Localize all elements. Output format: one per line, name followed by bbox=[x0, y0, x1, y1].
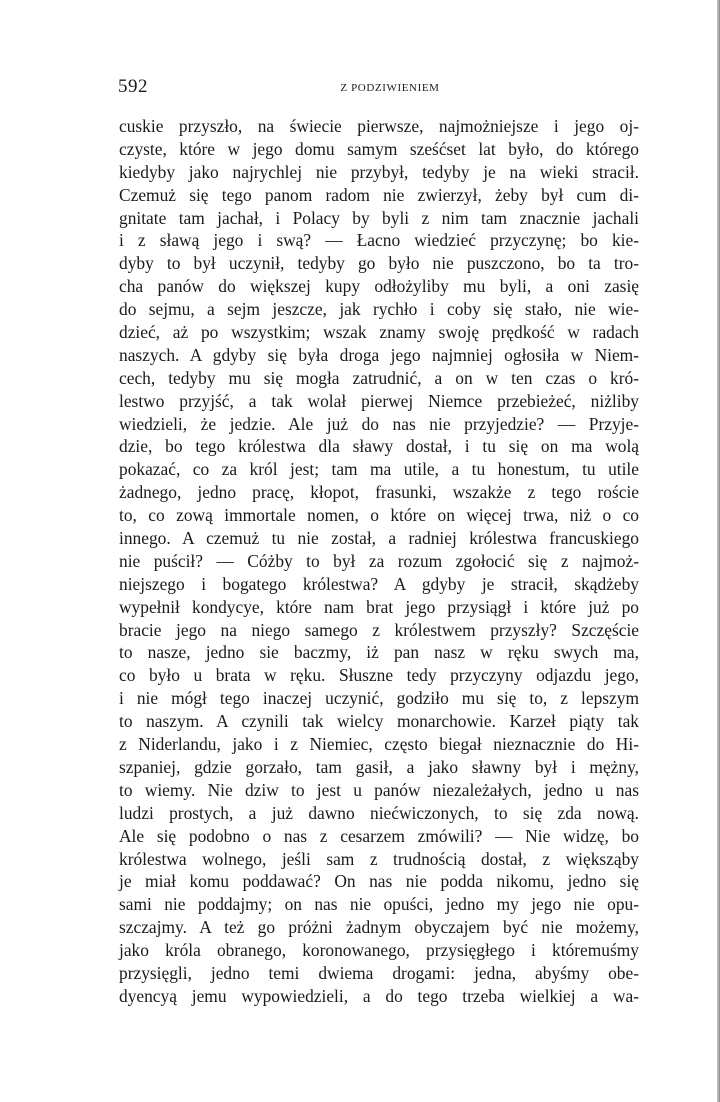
text-line: naszych. A gdyby się była droga jego najmniej ogłosiła w Niem- bbox=[119, 344, 639, 365]
text-line: co było u brata w ręku. Słuszne tedy przyczyny odjazdu jego, bbox=[119, 665, 639, 686]
text-line: dyby to był uczynił, tedyby go było nie puszczono, bo ta tro- bbox=[119, 253, 639, 274]
text-line: wypełnił kondycye, które nam brat jego przysiągł i które już po bbox=[119, 596, 639, 617]
text-line: szczajmy. A też go próżni żadnym obyczajem być nie możemy, bbox=[119, 917, 639, 938]
text-line: cha panów do większej kupy odłożyliby mu byli, a oni zasię bbox=[119, 276, 639, 297]
text-line: kiedyby jako najrychlej nie przybył, tedyby je na wieki stracił. bbox=[119, 161, 639, 182]
text-line: nie puścił? — Cóżby to był za rozum zgołocić się z najmoż- bbox=[119, 550, 639, 571]
running-head: Z PODZIWIENIEM bbox=[340, 82, 440, 94]
text-line: czyste, które w jego domu samym sześćset lat było, do którego bbox=[119, 138, 639, 159]
text-line: dzie, bo tego królestwa dla sławy dostał, i tu się on ma wolą bbox=[119, 436, 639, 457]
text-line: do sejmu, a sejm jeszcze, jak rychło i coby się stało, nie wie- bbox=[119, 299, 639, 320]
text-line: je miał komu poddawać? On nas nie podda nikomu, jedno się bbox=[119, 871, 639, 892]
text-line: Czemuż się tego panom radom nie zwierzył, żeby był cum di- bbox=[119, 184, 639, 205]
text-line: przysięgli, jedno temi dwiema drogami: jedna, abyśmy obe- bbox=[119, 962, 639, 983]
text-line: sami nie poddajmy; on nas nie opuści, jedno my jego nie opu- bbox=[119, 894, 639, 915]
text-line: wiedzieli, że jedzie. Ale już do nas nie przyjedzie? — Przyje- bbox=[119, 413, 639, 434]
text-line: Ale się podobno o nas z cesarzem zmówili? — Nie widzę, bo bbox=[119, 825, 639, 846]
text-line: lestwo przyjść, a tak wolał pierwej Niemce przebieżeć, niżliby bbox=[119, 390, 639, 411]
text-line: jako króla obranego, koronowanego, przysięgłego i któremuśmy bbox=[119, 940, 639, 961]
text-line: to nasze, jedno sie baczmy, iż pan nasz w ręku swych ma, bbox=[119, 642, 639, 663]
text-line: to naszym. A czynili tak wielcy monarchowie. Karzeł piąty tak bbox=[119, 711, 639, 732]
text-line: to, co zową immortale nomen, o które on więcej trwa, niż o co bbox=[119, 505, 639, 526]
text-line: żadnego, jedno pracę, kłopot, frasunki, wszakże z tego roście bbox=[119, 482, 639, 503]
text-line: z Niderlandu, jako i z Niemiec, często biegał nieznacznie do Hi- bbox=[119, 734, 639, 755]
text-line: pokazać, co za król jest; tam ma utile, a tu honestum, tu utile bbox=[119, 459, 639, 480]
text-line: królestwa wolnego, jeśli sam z trudnością dostał, z większąby bbox=[119, 848, 639, 869]
text-line: gnitate tam jachał, i Polacy by byli z nim tam znacznie jachali bbox=[119, 207, 639, 228]
text-line: ludzi prostych, a już dawno niećwiczonych, to się zda nową. bbox=[119, 802, 639, 823]
text-line: szpaniej, gdzie gorzało, tam gasił, a jako sławny był i mężny, bbox=[119, 756, 639, 777]
body-text bbox=[119, 115, 639, 1008]
text-line: cech, tedyby mu się mogła zatrudnić, a on w ten czas o kró- bbox=[119, 367, 639, 388]
text-line: bracie jego na niego samego z królestwem przyszły? Szczęście bbox=[119, 619, 639, 640]
text-line: niejszego i bogatego królestwa? A gdyby je stracił, skądżeby bbox=[119, 573, 639, 594]
text-line: cuskie przyszło, na świecie pierwsze, najmożniejsze i jego oj- bbox=[119, 116, 639, 136]
text-line: to wiemy. Nie dziw to jest u panów niezależałych, jedno u nas bbox=[119, 779, 639, 800]
text-line: i nie mógł tego inaczej uczynić, godziło mu się to, z lepszym bbox=[119, 688, 639, 709]
page-number: 592 bbox=[118, 76, 148, 97]
text-line: dzieć, aż po wszystkim; wszak znamy swoję prędkość w radach bbox=[119, 322, 639, 343]
text-line: i z sławą jego i swą? — Łacno wiedzieć przyczynę; bo kie- bbox=[119, 230, 639, 251]
text-line: dyencyą jemu wypowiedzieli, a do tego trzeba wielkiej a wa- bbox=[119, 985, 639, 1006]
text-line: innego. A czemuż tu nie został, a radniej królestwa francuskiego bbox=[119, 528, 639, 549]
